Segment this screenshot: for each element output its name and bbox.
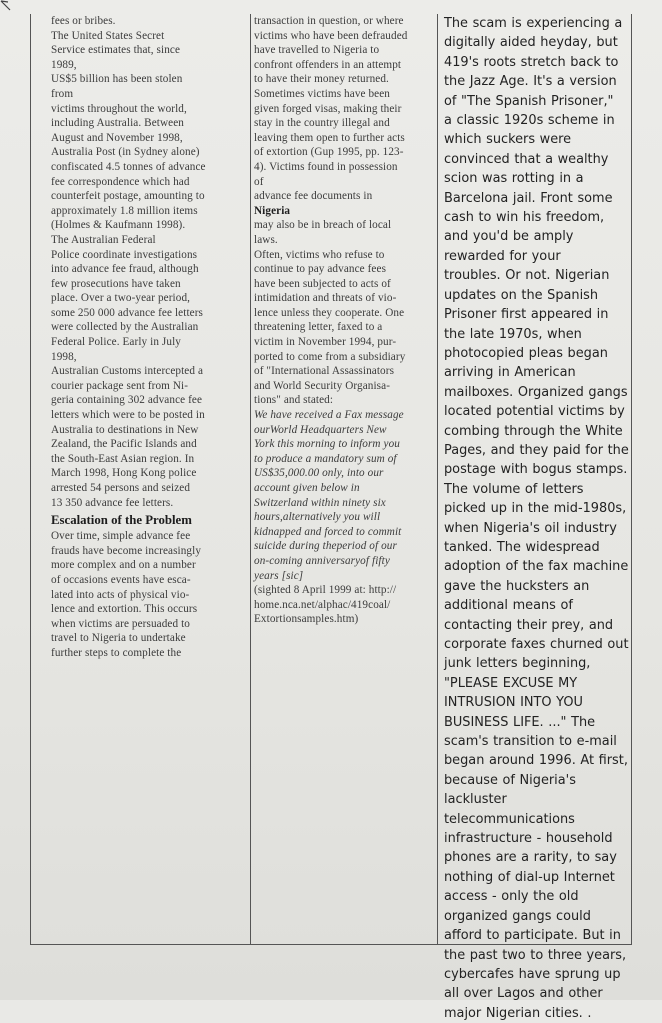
text-line: junk letters beginning, [444,656,591,672]
left-column [51,14,251,944]
text-line: intimidation and threats of vio- [254,292,397,305]
text-line: into advance fee fraud, although [51,263,199,276]
text-line: organized gangs could [444,908,591,924]
text-line: laws. [254,233,278,246]
text-line: years [sic] [254,569,304,582]
text-line: victims who have been defrauded [254,29,408,42]
quoted-threat-letter [254,408,439,583]
text-line: Australia to destinations in New [51,423,199,436]
text-line: more complex and on a number [51,559,196,572]
text-line: Police coordinate investigations [51,248,198,261]
text-line: scion was rotting in a [444,171,584,187]
text-line: Pages, and they paid for the [444,442,629,458]
text-line: arriving in American [444,365,576,381]
text-line: postage with bogus stamps. [444,462,628,478]
text-line: ported to come from a subsidiary [254,350,406,363]
text-line: lence unless they cooperate. One [254,306,405,319]
text-line: The United States Secret [51,29,165,42]
text-line: gave the hucksters an [444,578,590,594]
text-line: and you'd be amply [444,229,574,245]
text-line: 1998, [51,350,77,363]
text-line: confiscated 4.5 tonnes of advance [51,160,206,173]
text-line: arrested 54 persons and seized [51,482,191,494]
text-line: geria containing 302 advance fee [51,394,203,407]
text-line: were collected by the Australian [51,321,199,334]
text-line: Extortionsamples.htm) [254,613,359,626]
text-line: suicide during theperiod of our [254,540,397,553]
section-heading: Escalation of the Problem [51,513,192,528]
text-line: which suckers were [444,132,572,148]
text-line: place. Over a two-year period, [51,292,191,305]
text-line: counterfeit postage, amounting to [51,190,205,203]
text-line: letters which were to be posted in [51,409,205,422]
text-line: of extortion (Gup 1995, pp. 123- [254,146,404,159]
text-line: to produce a mandatory sum of [254,452,397,465]
text-line: transaction in question, or where [254,15,404,27]
text-line: from [51,87,74,100]
text-line: infrastructure - household [444,831,613,847]
text-line: home.nca.net/alphac/419coal/ [254,598,391,611]
text-line: "PLEASE EXCUSE MY [444,675,578,691]
text-line: the past two to three years, [444,947,627,963]
source-citation [254,583,439,627]
left-column-text-continued [51,529,251,660]
text-line: access - only the old [444,889,579,905]
middle-column [250,14,439,944]
text-line: Service estimates that, since [51,44,181,57]
text-line: on-coming anniversaryof fifty [254,554,390,567]
text-line: fees or bribes. [51,15,116,27]
text-line: Barcelona jail. Front some [444,190,613,206]
text-line: to have their money returned. [254,73,389,86]
text-line: given forged visas, making their [254,102,402,115]
right-column [437,14,638,1021]
text-line: Often, victims who refuse to [254,248,385,261]
text-line: The Australian Federal [51,233,156,246]
text-line: lackluster [444,792,507,808]
text-line: leaving them open to further acts [254,131,405,144]
text-line: the Jazz Age. It's a version [444,74,617,90]
text-line: The scam is experiencing a [444,16,623,31]
text-line: kidnapped and forced to commit [254,525,402,538]
text-line: victim in November 1994, pur- [254,336,397,349]
text-line: of [254,175,264,188]
text-line: because of Nigeria's [444,772,576,788]
text-line: stay in the country illegal and [254,117,390,130]
text-line: We have received a Fax message [254,409,404,422]
three-column-table [30,14,632,1021]
text-line: ourWorld Headquarters New [254,423,387,436]
text-line: Prisoner first appeared in [444,307,609,323]
text-line: tions" and stated: [254,394,334,407]
text-line: tanked. The widespread [444,539,600,555]
text-line: have travelled to Nigeria to [254,44,380,57]
text-line: hours,alternatively you will [254,511,381,524]
text-line: courier package sent from Ni- [51,379,189,392]
text-line: US$35,000.00 only, into our [254,467,384,480]
text-line: combing through the White [444,423,623,439]
text-line: nothing of dial-up Internet [444,869,615,885]
text-line: some 250 000 advance fee letters [51,306,203,319]
text-line: a classic 1920s scheme in [444,113,615,129]
text-line: and World Security Organisa- [254,379,391,392]
text-line: troubles. Or not. Nigerian [444,268,610,284]
text-line: mailboxes. Organized gangs [444,384,628,400]
text-line: account given below in [254,482,360,494]
text-line: lated into acts of physical vio- [51,588,190,601]
text-line: of "The Spanish Prisoner," [444,93,614,109]
text-line: rewarded for your [444,248,561,264]
left-column-text [51,14,251,510]
text-line: (Holmes & Kaufmann 1998). [51,219,186,232]
text-line: threatening letter, faxed to a [254,321,383,334]
text-line: telecommunications [444,811,575,827]
text-line: convinced that a wealthy [444,151,609,167]
text-line: Australian Customs intercepted a [51,365,204,378]
text-line: digitally aided heyday, but [444,35,618,51]
text-line: phones are a rarity, to say [444,850,617,866]
text-line: March 1998, Hong Kong police [51,467,197,480]
text-line: of "International Assassinators [254,365,395,378]
text-line: further steps to complete the [51,646,182,659]
text-line: approximately 1.8 million items [51,204,198,217]
text-line: 13 350 advance fee letters. [51,496,174,509]
text-line: began around 1996. At first, [444,753,628,769]
text-line: afford to participate. But in [444,928,621,944]
text-line: US$5 billion has been stolen [51,73,183,86]
text-line: scam's transition to e-mail [444,734,617,750]
corner-tick-icon [0,0,16,16]
text-line: travel to Nigeria to undertake [51,632,186,645]
text-line: Switzerland within ninety six [254,496,386,509]
text-line: Over time, simple advance fee [51,530,191,543]
text-line: few prosecutions have taken [51,277,181,290]
text-line: may also be in breach of local [254,219,392,232]
text-line: have been subjected to acts of [254,277,391,290]
text-line: updates on the Spanish [444,287,599,303]
text-line: Sometimes victims have been [254,87,390,100]
text-line: major Nigerian cities. . [444,1005,592,1021]
text-line: 419's roots stretch back to [444,54,619,70]
text-line: photocopied pleas began [444,345,608,361]
text-line: lence and extortion. This occurs [51,603,198,616]
text-line: Federal Police. Early in July [51,336,181,349]
text-line: corporate faxes churned out [444,637,629,652]
text-line: confront offenders in an attempt [254,58,402,71]
text-line: additional means of [444,598,573,614]
text-line: when Nigeria's oil industry [444,520,617,536]
text-line: cash to win his freedom, [444,210,605,226]
text-line: August and November 1998, [51,131,183,144]
text-line: Australia Post (in Sydney alone) [51,146,200,159]
text-line: located potential victims by [444,404,625,420]
text-line: Nigeria [254,204,291,217]
text-line: all over Lagos and other [444,986,603,1002]
text-line: 1989, [51,58,77,71]
middle-column-text [254,14,439,408]
text-line: including Australia. Between [51,117,184,130]
text-line: advance fee documents in [254,190,373,203]
text-line: fee correspondence which had [51,175,190,188]
text-line: the late 1970s, when [444,326,582,342]
text-line: 4). Victims found in possession [254,160,398,173]
text-line: the South-East Asian region. In [51,452,195,465]
text-line: BUSINESS LIFE. ..." The [444,714,596,730]
text-line: contacting their prey, and [444,617,614,633]
text-line: when victims are persuaded to [51,617,190,630]
text-line: (sighted 8 April 1999 at: http:// [254,584,397,597]
text-line: continue to pay advance fees [254,263,387,276]
text-line: picked up in the mid-1980s, [444,501,627,517]
text-line: York this morning to inform you [254,438,400,451]
text-line: frauds have become increasingly [51,544,202,557]
text-line: INTRUSION INTO YOU [444,695,583,711]
text-line: Zealand, the Pacific Islands and [51,438,197,451]
text-line: The volume of letters [444,481,584,497]
text-line: of occasions events have esca- [51,573,191,586]
text-line: adoption of the fax machine [444,559,629,575]
text-line: victims throughout the world, [51,102,187,115]
text-line: cybercafes have sprung up [444,966,621,982]
right-column-text [444,14,638,1023]
